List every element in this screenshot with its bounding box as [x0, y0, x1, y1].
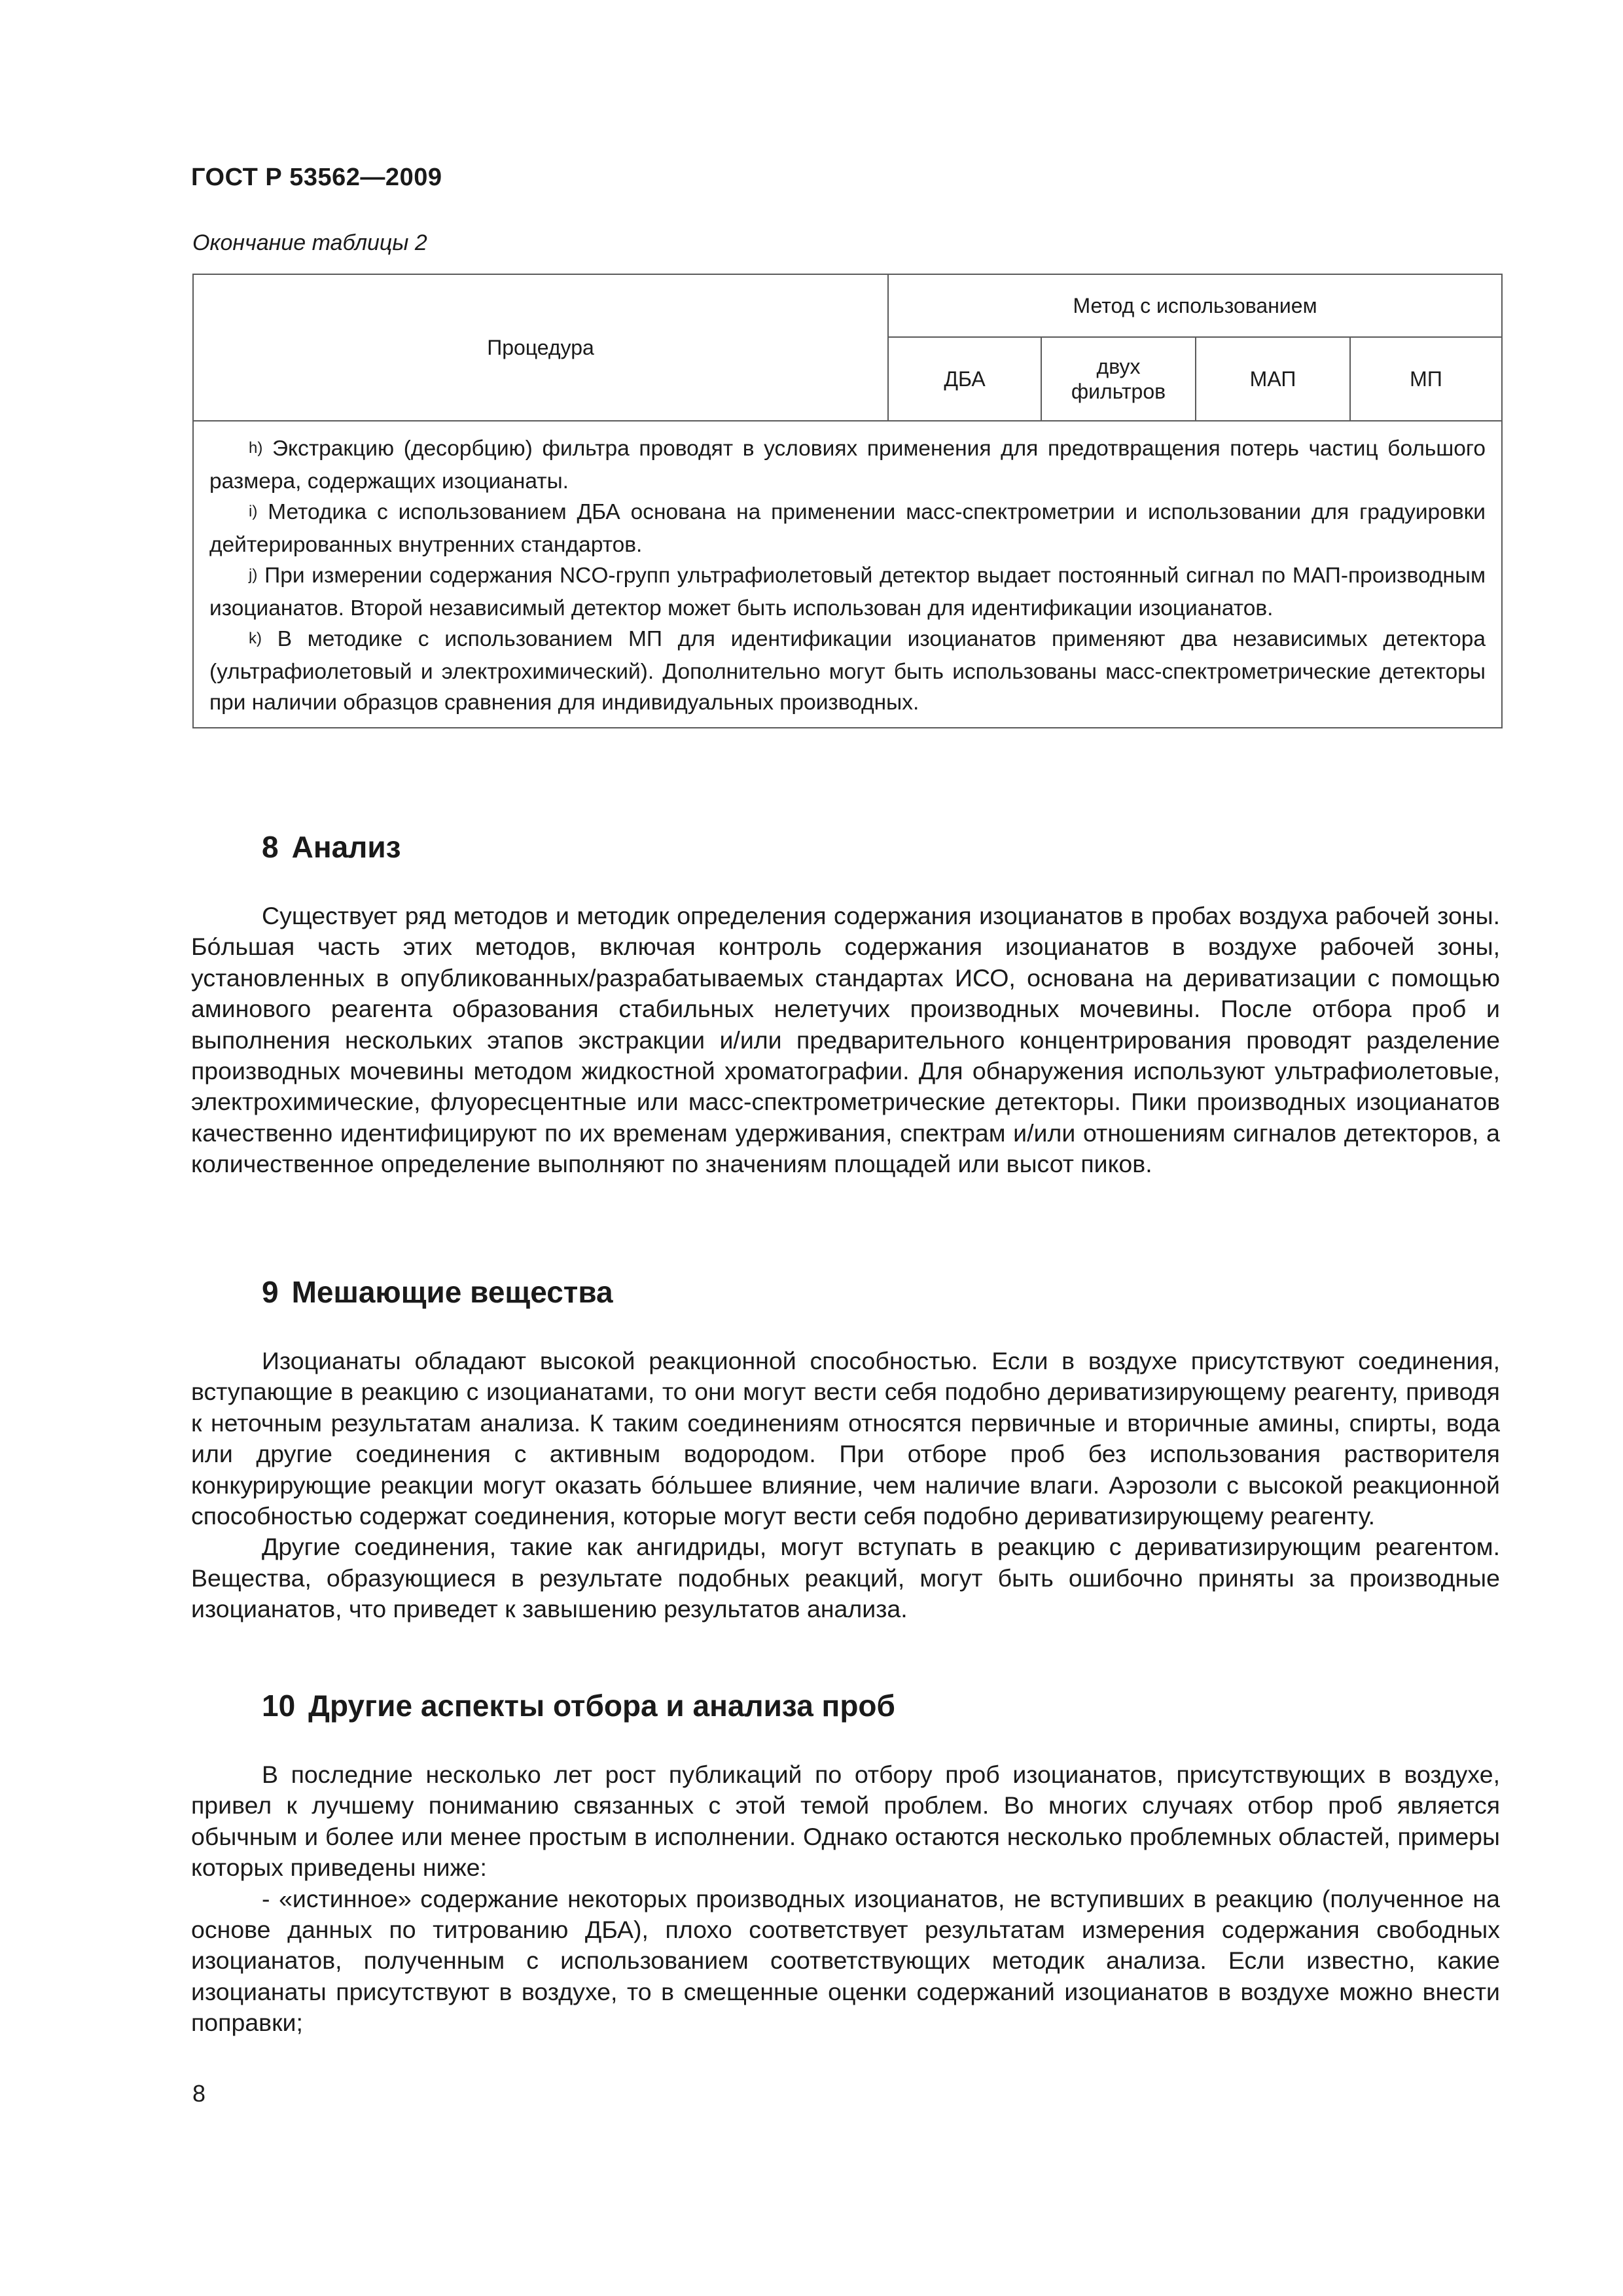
- footnote-j: [209, 560, 1486, 624]
- section-heading: [262, 1689, 1500, 1723]
- footnote-i: [209, 497, 1486, 560]
- footnote-h: [209, 433, 1486, 497]
- header-map: МАП: [1196, 337, 1350, 421]
- footnote-k: [209, 624, 1486, 718]
- section-number: 10: [262, 1689, 296, 1723]
- header-procedure: Процедура: [193, 274, 888, 421]
- footnote-text: В методике с использованием МП для идентификации изоцианатов применяют два независимых детектора (ультрафиолетовый и электрохимический). Дополнительно могут быть использованы масс-спектрометрические детекторы при наличии образцов сравнения для индивидуальных производных.: [209, 627, 1486, 715]
- section-title: Анализ: [291, 830, 401, 864]
- section-number: 8: [262, 830, 279, 864]
- header-mp: МП: [1350, 337, 1502, 421]
- section-title: Мешающие вещества: [291, 1275, 613, 1309]
- page-number: 8: [192, 2080, 206, 2107]
- footnote-text: При измерении содержания NCO-групп ультрафиолетовый детектор выдает постоянный сигнал по МАП-производным изоцианатов. Второй независимый детектор может быть использован для идентификации изоцианатов.: [209, 564, 1486, 620]
- section-10: [191, 1689, 1500, 2039]
- footnote-mark: k): [249, 630, 262, 647]
- section-8: [191, 830, 1500, 1180]
- header-dba: ДБА: [888, 337, 1041, 421]
- document-id: ГОСТ Р 53562—2009: [191, 164, 442, 191]
- section-heading: [262, 1275, 1500, 1309]
- footnote-mark: h): [249, 439, 263, 457]
- table-footnotes: [193, 421, 1502, 728]
- footnote-text: Методика с использованием ДБА основана на применении масс-спектрометрии и использовании для градуировки дейтерированных внутренних стандартов.: [209, 500, 1486, 557]
- header-two-filters-label: двух фильтров: [1071, 355, 1166, 403]
- footnote-mark: j): [249, 566, 258, 584]
- footnote-text: Экстракцию (десорбцию) фильтра проводят в условиях применения для предотвращения потерь частиц большого размера, содержащих изоцианаты.: [209, 437, 1486, 493]
- section-9: [191, 1275, 1500, 1625]
- list-item: - «истинное» содержание некоторых производных изоцианатов, не вступивших в реакцию (полученное на основе данных по титрованию ДБА), плохо соответствует результатам измерения содержания свободных изоцианатов, полученным с использованием соответствующих методик анализа. Если известно, какие изоцианаты присутствуют в воздухе, то в смещенные оценки содержаний изоцианатов в воздухе можно внести поправки;: [191, 1884, 1500, 2037]
- footnote-mark: i): [249, 503, 258, 520]
- header-method-group: Метод с использованием: [888, 274, 1502, 337]
- section-paragraph: В последние несколько лет рост публикаций по отбору проб изоцианатов, присутствующих в воздухе, привел к лучшему пониманию связанных с этой темой проблем. Во многих случаях отбор проб является обычным и более или менее простым в исполнении. Однако остаются несколько проблемных областей, примеры которых приведены ниже:: [191, 1761, 1500, 1882]
- section-paragraph: Существует ряд методов и методик определения содержания изоцианатов в пробах воздуха рабочей зоны. Бо́льшая часть этих методов, включая контроль содержания изоцианатов в воздухе рабочей зоны, установленных в опубликованных/разрабатываемых стандартах ИСО, основана на дериватизации с помощью аминового реагента образования стабильных нелетучих производных мочевины. После отбора проб и выполнения нескольких этапов экстракции и/или предварительного концентрирования проводят разделение производных мочевины методом жидкостной хроматографии. Для обнаружения используют ультрафиолетовые, электрохимические, флуоресцентные или масс-спектрометрические детекторы. Пики производных изоцианатов качественно идентифицируют по их временам удерживания, спектрам и/или отношениям сигналов детекторов, а количественное определение выполняют по значениям площадей или высот пиков.: [191, 902, 1500, 1178]
- section-paragraph: Другие соединения, такие как ангидриды, могут вступать в реакцию с дериватизирующим реагентом. Вещества, образующиеся в результате подобных реакций, могут быть ошибочно приняты за производные изоцианатов, что приведет к завышению результатов анализа.: [191, 1533, 1500, 1623]
- section-paragraph: Изоцианаты обладают высокой реакционной способностью. Если в воздухе присутствуют соединения, вступающие в реакцию с изоцианатами, то они могут вести себя подобно дериватизирующему реагенту, приводя к неточным результатам анализа. К таким соединениям относятся первичные и вторичные амины, спирты, вода или другие соединения с активным водородом. При отборе проб без использования растворителя конкурирующие реакции могут оказать бо́льшее влияние, чем наличие влаги. Аэрозоли с высокой реакционной способностью содержат соединения, которые могут вести себя подобно дериватизирующему реагенту.: [191, 1347, 1500, 1530]
- section-heading: [262, 830, 1500, 864]
- section-number: 9: [262, 1275, 279, 1309]
- section-title: Другие аспекты отбора и анализа проб: [308, 1689, 895, 1723]
- table-caption: Окончание таблицы 2: [192, 230, 427, 255]
- table-2-continuation: [192, 274, 1503, 728]
- header-two-filters: [1041, 337, 1196, 421]
